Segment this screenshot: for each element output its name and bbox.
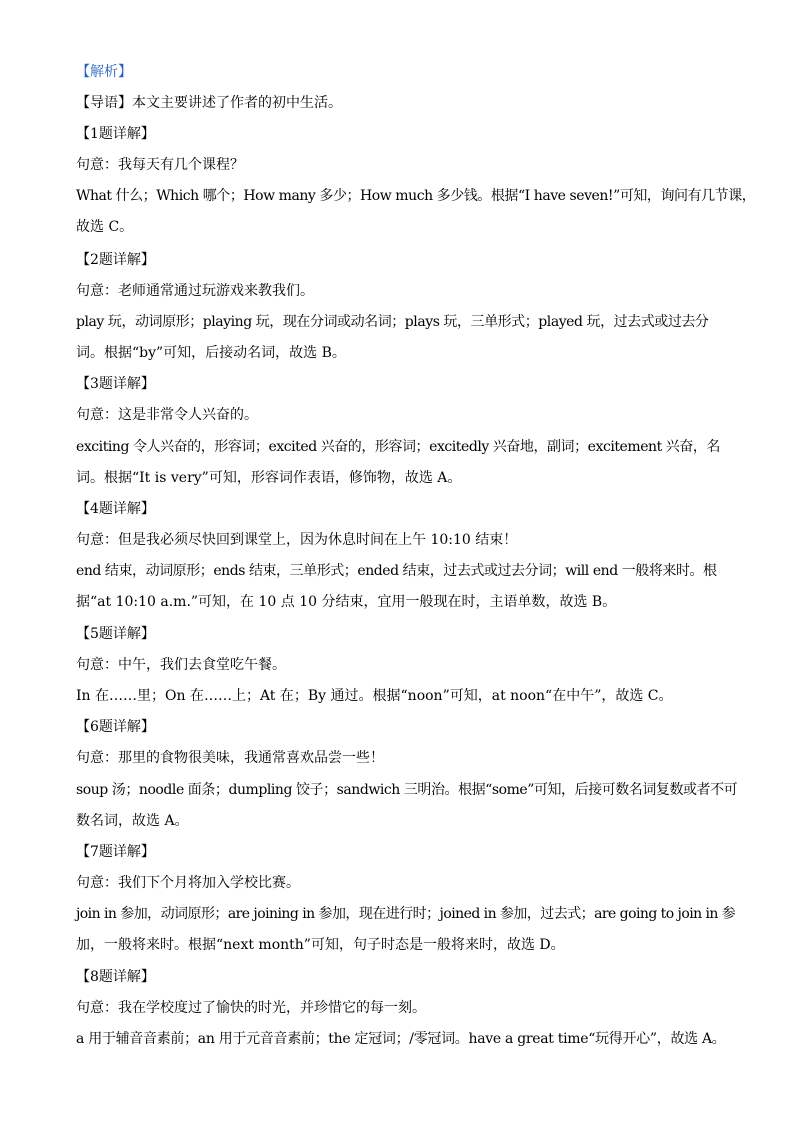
section-explanation-line: 故选 C。 — [76, 219, 134, 235]
section-explanation-line: a 用于辅音音素前；an 用于元音音素前；the 定冠词；/零冠词。have a great time“玩得开心”，故选 A。 — [76, 1031, 726, 1047]
section-title: 【2题详解】 — [76, 252, 155, 268]
section-title: 【1题详解】 — [76, 126, 155, 142]
section-title: 【5题详解】 — [76, 626, 155, 642]
section-explanation-line: soup 汤；noodle 面条；dumpling 饺子；sandwich 三明治。根据“some”可知，后接可数名词复数或者不可 — [76, 782, 738, 798]
section-explanation-line: 词。根据“It is very”可知，形容词作表语，修饰物，故选 A。 — [76, 470, 462, 486]
section-explanation-line: join in 参加，动词原形；are joining in 参加，现在进行时；joined in 参加，过去式；are going to join in 参 — [76, 906, 736, 922]
section-explanation-line: 数名词，故选 A。 — [76, 813, 189, 829]
section-explanation-line: 加，一般将来时。根据“next month”可知，句子时态是一般将来时，故选 D。 — [76, 937, 565, 953]
intro-line: 【导语】本文主要讲述了作者的初中生活。 — [76, 95, 342, 111]
section-explanation-line: exciting 令人兴奋的，形容词；excited 兴奋的，形容词；excitedly 兴奋地，副词；excitement 兴奋，名 — [76, 439, 720, 455]
section-meaning: 句意：老师通常通过玩游戏来教我们。 — [76, 283, 314, 299]
section-title: 【7题详解】 — [76, 844, 155, 860]
section-meaning: 句意：但是我必须尽快回到课堂上，因为休息时间在上午 10:10 结束！ — [76, 532, 518, 548]
section-explanation-line: In 在……里；On 在……上；At 在；By 通过。根据“noon”可知，at noon“在中午”，故选 C。 — [76, 688, 673, 704]
section-title: 【8题详解】 — [76, 969, 155, 985]
section-title: 【4题详解】 — [76, 501, 155, 517]
section-meaning: 句意：我在学校度过了愉快的时光，并珍惜它的每一刻。 — [76, 1000, 426, 1016]
section-explanation-line: 据“at 10:10 a.m.”可知，在 10 点 10 分结束，宜用一般现在时，主语单数，故选 B。 — [76, 594, 617, 610]
section-explanation-line: 词。根据“by”可知，后接动名词，故选 B。 — [76, 345, 346, 361]
section-meaning: 句意：那里的食物很美味，我通常喜欢品尝一些！ — [76, 750, 384, 766]
section-meaning: 句意：中午，我们去食堂吃午餐。 — [76, 657, 286, 673]
section-explanation-line: What 什么；Which 哪个；How many 多少；How much 多少钱。根据“I have seven!”可知，询问有几节课， — [76, 188, 756, 204]
section-meaning: 句意：这是非常令人兴奋的。 — [76, 407, 258, 423]
section-title: 【3题详解】 — [76, 376, 155, 392]
section-title: 【6题详解】 — [76, 719, 155, 735]
analysis-header: 【解析】 — [76, 64, 132, 80]
section-meaning: 句意：我每天有几个课程？ — [76, 157, 244, 173]
section-meaning: 句意：我们下个月将加入学校比赛。 — [76, 875, 300, 891]
section-explanation-line: play 玩，动词原形；playing 玩，现在分词或动名词；plays 玩，三单形式；played 玩，过去式或过去分 — [76, 314, 709, 330]
section-explanation-line: end 结束，动词原形；ends 结束，三单形式；ended 结束，过去式或过去分词；will end 一般将来时。根 — [76, 563, 717, 579]
